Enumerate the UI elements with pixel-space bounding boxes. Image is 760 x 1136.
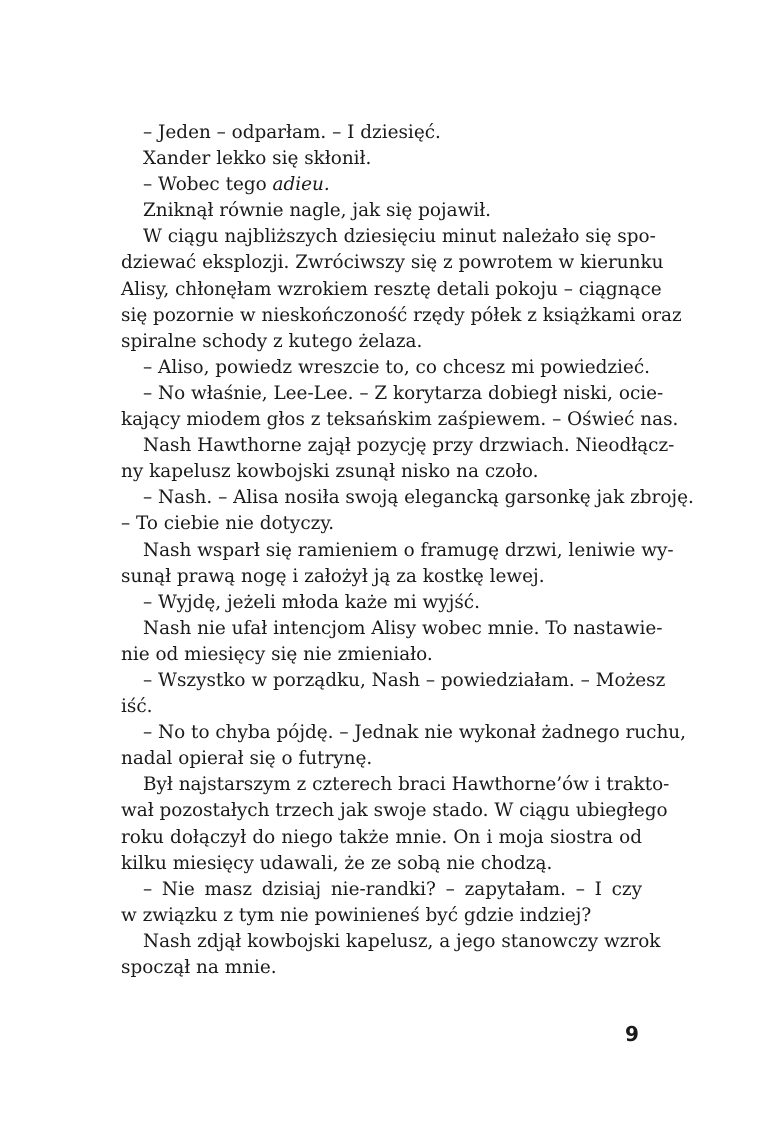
text-line: – Nie masz dzisiaj nie-randki? – zapytałam. – I czy <box>143 878 642 900</box>
text-line: roku dołączył do niego także mnie. On i moja siostra od <box>121 826 642 848</box>
text-line: Był najstarszym z czterech braci Hawthorne’ów i trakto- <box>143 774 670 796</box>
text-line: nie od miesięcy się nie zmieniało. <box>121 643 433 665</box>
text-line: Nash Hawthorne zajął pozycję przy drzwiach. Nieodłącz- <box>143 435 675 457</box>
text-line: – Wyjdę, jeżeli młoda każe mi wyjść. <box>143 591 480 613</box>
text-line: – Wszystko w porządku, Nash – powiedziałam. – Możesz <box>143 669 666 691</box>
text-line: – No właśnie, Lee-Lee. – Z korytarza dobiegł niski, ocie- <box>143 382 664 404</box>
text-line: dziewać eksplozji. Zwróciwszy się z powrotem w kierunku <box>121 252 664 274</box>
text-line: – Nash. – Alisa nosiła swoją elegancką garsonkę jak zbroję. <box>143 487 694 509</box>
text-line: – To ciebie nie dotyczy. <box>121 513 335 535</box>
text-line: Nash wsparł się ramieniem o framugę drzwi, leniwie wy- <box>143 539 674 561</box>
page-number: 9 <box>625 1022 639 1046</box>
body-text <box>121 120 694 981</box>
text-line: – Aliso, powiedz wreszcie to, co chcesz mi powiedzieć. <box>143 356 650 378</box>
text-line: się pozornie w nieskończoność rzędy półek z książkami oraz <box>121 304 682 326</box>
text-line: – Jeden – odparłam. – I dziesięć. <box>143 122 441 143</box>
text-line: spoczął na mnie. <box>121 957 277 978</box>
text-line: nadal opierał się o futrynę. <box>121 748 373 770</box>
text-segment: – Wobec tego <box>143 174 273 196</box>
text-line: kający miodem głos z teksańskim zaśpiewem. – Oświeć nas. <box>121 409 679 431</box>
text-line: Alisy, chłonęłam wzrokiem resztę detali pokoju – ciągnące <box>121 278 662 300</box>
text-line: ny kapelusz kowbojski zsunął nisko na czoło. <box>121 461 539 483</box>
text-line: Zniknął równie nagle, jak się pojawił. <box>143 200 492 222</box>
text-line: Xander lekko się skłonił. <box>143 148 372 170</box>
text-line: Nash nie ufał intencjom Alisy wobec mnie. To nastawie- <box>143 617 663 639</box>
text-line: iść. <box>121 696 153 718</box>
text-line <box>121 172 642 198</box>
text-line: kilku miesięcy udawali, że ze sobą nie chodzą. <box>121 852 553 874</box>
text-line: wał pozostałych trzech jak swoje stado. W ciągu ubiegłego <box>121 800 668 822</box>
text-line: Nash zdjął kowbojski kapelusz, a jego stanowczy wzrok <box>143 930 661 952</box>
italic-word: adieu. <box>272 174 330 196</box>
text-line: W ciągu najbliższych dziesięciu minut należało się spo- <box>143 226 656 248</box>
text-line: w związku z tym nie powinieneś być gdzie indziej? <box>121 904 592 926</box>
text-line: – No to chyba pójdę. – Jednak nie wykonał żadnego ruchu, <box>143 722 686 744</box>
text-line: sunął prawą nogę i założył ją za kostkę lewej. <box>121 565 545 587</box>
text-line: spiralne schody z kutego żelaza. <box>121 330 423 352</box>
